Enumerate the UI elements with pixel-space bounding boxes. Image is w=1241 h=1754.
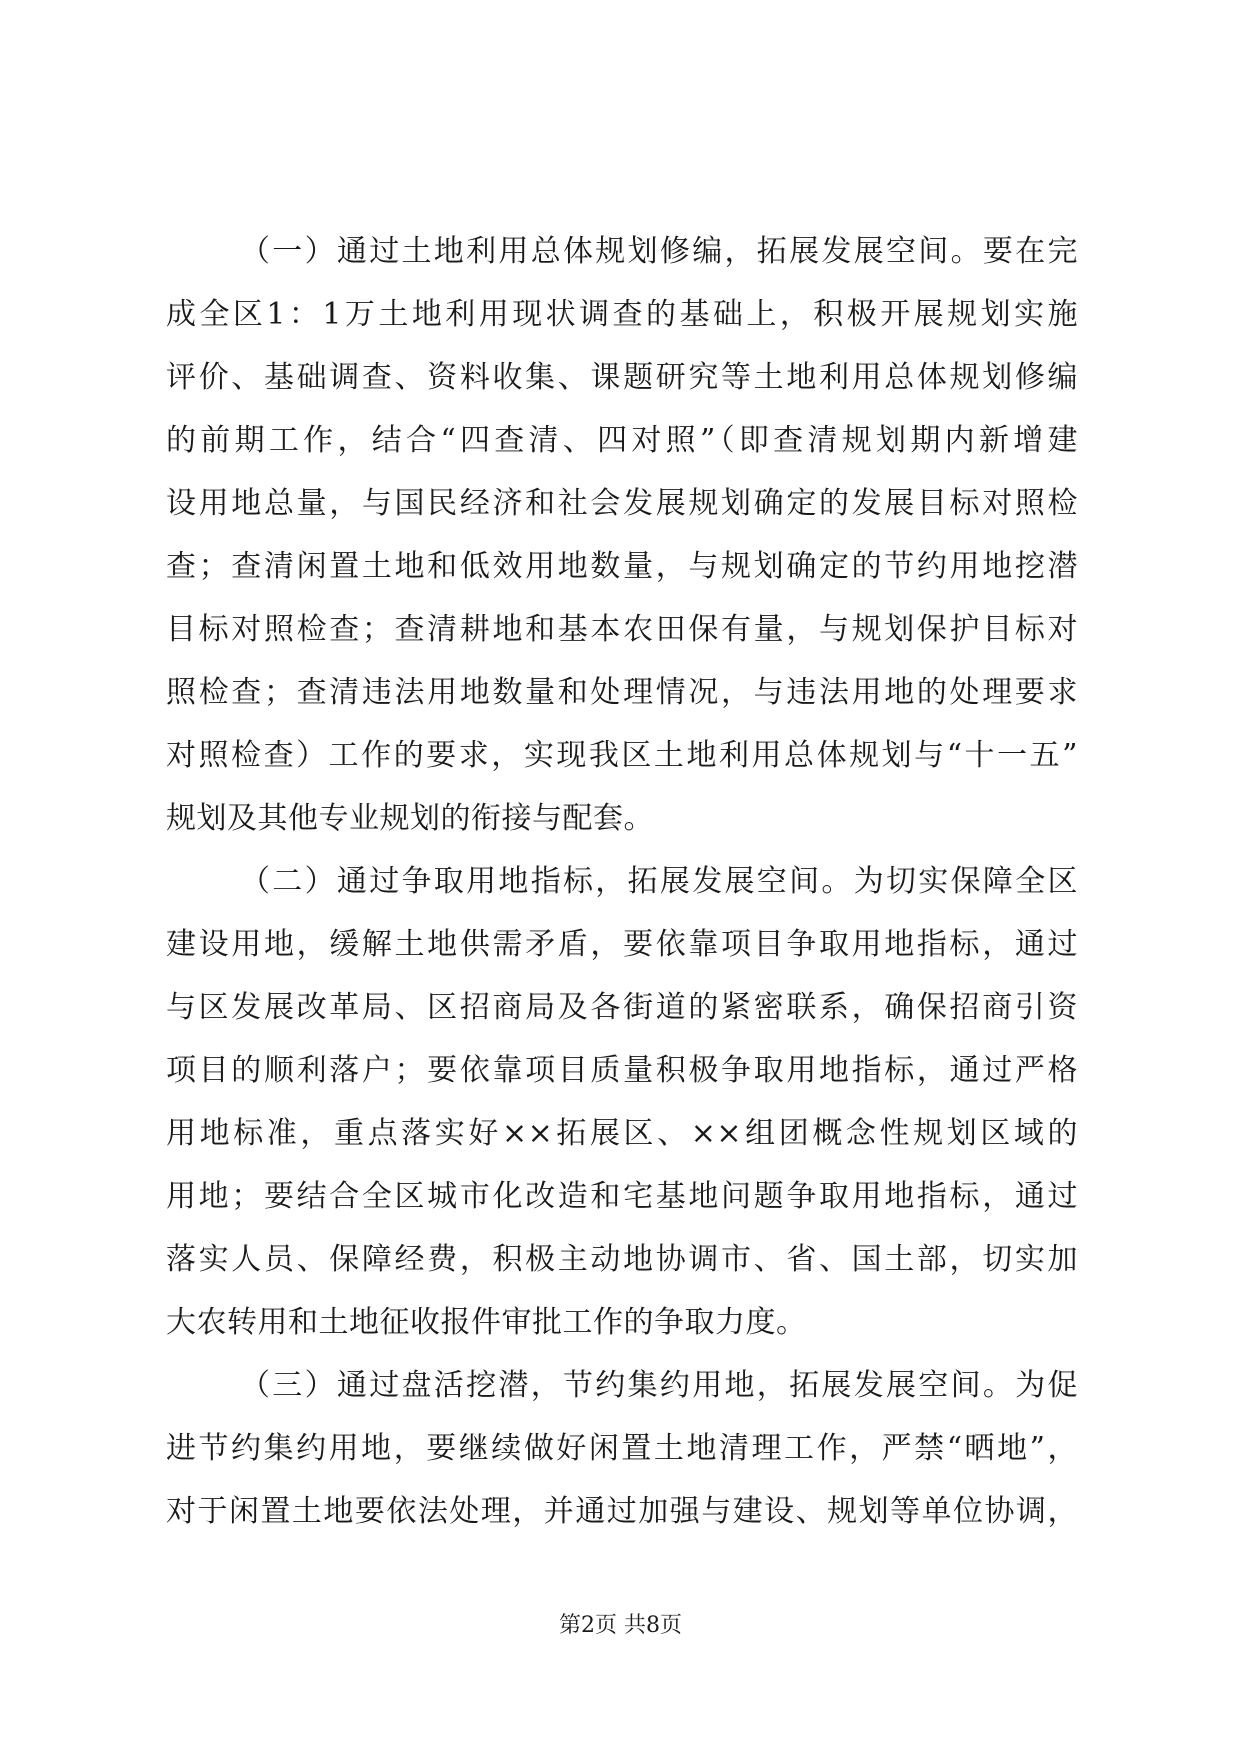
text-line: 与区发展改革局、区招商局及各街道的紧密联系，确保招商引资 — [166, 990, 1078, 1025]
text-line: 进节约集约用地，要继续做好闲置土地清理工作，严禁“晒地”， — [166, 1431, 1078, 1466]
text-line: 规划及其他专业规划的衔接与配套。 — [166, 801, 654, 836]
text-line: 用地；要结合全区城市化改造和宅基地问题争取用地指标，通过 — [166, 1179, 1078, 1214]
text-line: 目标对照检查；查清耕地和基本农田保有量，与规划保护目标对 — [166, 612, 1078, 647]
text-line: 查；查清闲置土地和低效用地数量，与规划确定的节约用地挖潜 — [166, 549, 1078, 584]
text-line: 大农转用和土地征收报件审批工作的争取力度。 — [166, 1305, 807, 1340]
text-line: 对照检查）工作的要求，实现我区土地利用总体规划与“十一五” — [166, 738, 1078, 773]
text-line: 对于闲置土地要依法处理，并通过加强与建设、规划等单位协调， — [166, 1494, 1078, 1529]
text-line: 项目的顺利落户；要依靠项目质量积极争取用地指标，通过严格 — [166, 1053, 1078, 1088]
text-line: 设用地总量，与国民经济和社会发展规划确定的发展目标对照检 — [166, 486, 1078, 521]
paragraph-first-line: （一）通过土地利用总体规划修编，拓展发展空间。要在完 — [240, 234, 1078, 269]
text-line: 落实人员、保障经费，积极主动地协调市、省、国土部，切实加 — [166, 1242, 1078, 1277]
paragraph-first-line: （二）通过争取用地指标，拓展发展空间。为切实保障全区 — [240, 864, 1078, 899]
document-body — [166, 230, 1078, 1553]
text-line: 成全区1：1万土地利用现状调查的基础上，积极开展规划实施 — [166, 297, 1078, 332]
text-line: 用地标准，重点落实好××拓展区、××组团概念性规划区域的 — [166, 1116, 1078, 1151]
paragraph-first-line: （三）通过盘活挖潜，节约集约用地，拓展发展空间。为促 — [240, 1368, 1078, 1403]
text-line: 的前期工作，结合“四查清、四对照”（即查清规划期内新增建 — [166, 423, 1078, 458]
text-line: 照检查；查清违法用地数量和处理情况，与违法用地的处理要求 — [166, 675, 1078, 710]
text-line: 建设用地，缓解土地供需矛盾，要依靠项目争取用地指标，通过 — [166, 927, 1078, 962]
page-footer: 第2页 共8页 — [559, 1613, 682, 1638]
text-line: 评价、基础调查、资料收集、课题研究等土地利用总体规划修编 — [166, 360, 1078, 395]
